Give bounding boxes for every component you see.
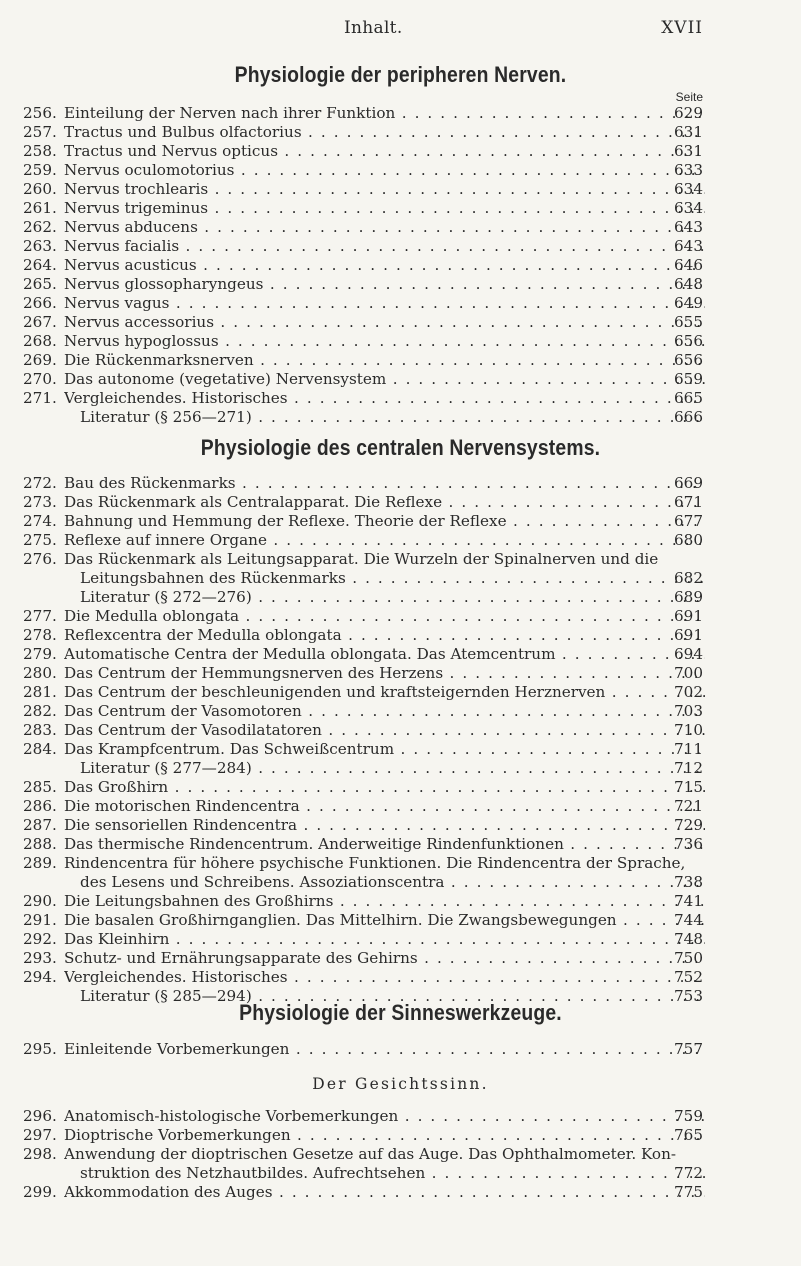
- toc-entry-number: 279.: [23, 645, 57, 663]
- toc-entry-page: 759: [674, 1107, 703, 1125]
- toc-entry-number: 266.: [23, 294, 57, 312]
- toc-entry-title: Nervus oculomotorius . . .: [64, 161, 705, 180]
- toc-entry-page: 656: [674, 351, 703, 369]
- toc-entry-page: 648: [674, 275, 703, 293]
- toc-entry-title: Leitungsbahnen des Rückenmarks . . .: [80, 569, 705, 588]
- toc-entry: [0, 408, 801, 427]
- toc-entry-title: Die sensoriellen Rindencentra . . .: [64, 816, 705, 835]
- toc-entry-page: 744: [674, 911, 703, 929]
- toc-entry-title: Nervus trochlearis . . .: [64, 180, 705, 199]
- section-title-central-nervous-system: Physiologie des centralen Nervensystems.: [200, 435, 601, 460]
- toc-entry-page: 750: [674, 949, 703, 967]
- toc-entry-page: 689: [674, 588, 703, 606]
- toc-entry-page: 715: [674, 778, 703, 796]
- toc-entry-title: Das Centrum der Vasodilatatoren . . .: [64, 721, 705, 740]
- toc-entry-title: Das Krampfcentrum. Das Schweißcentrum . . .: [64, 740, 705, 759]
- toc-entry-title: Das autonome (vegetative) Nervensystem . . .: [64, 370, 705, 389]
- toc-entry-title: Das Centrum der Vasomotoren . . .: [64, 702, 705, 721]
- toc-entry: [0, 531, 801, 550]
- toc-entry-title: Rindencentra für höhere psychische Funktionen. Die Rindencentra der Sprache,: [64, 854, 686, 872]
- toc-entry-number: 286.: [23, 797, 57, 815]
- toc-entry-title: Das thermische Rindencentrum. Anderweitige Rindenfunktionen . . .: [64, 835, 705, 854]
- toc-entry-title: Tractus und Bulbus olfactorius . . .: [64, 123, 705, 142]
- toc-entry: [0, 892, 801, 911]
- toc-entry: [0, 218, 801, 237]
- toc-entry-title: Nervus hypoglossus . . .: [64, 332, 705, 351]
- toc-entry-title: Automatische Centra der Medulla oblongata. Das Atemcentrum . . .: [64, 645, 705, 664]
- toc-entry-number: 293.: [23, 949, 57, 967]
- toc-entry: [0, 569, 801, 588]
- toc-entry-number: 259.: [23, 161, 57, 179]
- toc-entry-page: 757: [674, 1040, 703, 1058]
- toc-entry: [0, 370, 801, 389]
- toc-entry: [0, 1164, 801, 1183]
- toc-entry-page: 748: [674, 930, 703, 948]
- toc-entry: [0, 142, 801, 161]
- toc-entry: [0, 702, 801, 721]
- toc-entry-number: 258.: [23, 142, 57, 160]
- toc-entry-title: Einteilung der Nerven nach ihrer Funktion . . .: [64, 104, 705, 123]
- toc-entry-title: Bahnung und Hemmung der Reflexe. Theorie der Reflexe . . .: [64, 512, 705, 531]
- toc-entry: [0, 1107, 801, 1126]
- toc-entry-page: 694: [674, 645, 703, 663]
- running-head: [0, 18, 801, 42]
- toc-entry-page: 700: [674, 664, 703, 682]
- toc-entry-title: Literatur (§ 277—284) . . .: [80, 759, 705, 778]
- toc-entry-title: Literatur (§ 272—276) . . .: [80, 588, 705, 607]
- toc-entry-page: 665: [674, 389, 703, 407]
- toc-entry: [0, 199, 801, 218]
- toc-entry-number: 280.: [23, 664, 57, 682]
- toc-entry-page: 691: [674, 626, 703, 644]
- toc-entry: [0, 626, 801, 645]
- toc-entry-number: 296.: [23, 1107, 57, 1125]
- toc-entry-title: Anwendung der dioptrischen Gesetze auf das Auge. Das Ophthalmometer. Kon-: [64, 1145, 676, 1163]
- toc-entry-number: 292.: [23, 930, 57, 948]
- toc-entry-number: 275.: [23, 531, 57, 549]
- page-column-label: Seite: [675, 90, 703, 104]
- toc-entry: [0, 797, 801, 816]
- toc-entry-page: 629: [674, 104, 703, 122]
- toc-entry: [0, 854, 801, 873]
- toc-entry: [0, 161, 801, 180]
- toc-entry-title: Schutz- und Ernährungsapparate des Gehirns . . .: [64, 949, 705, 968]
- toc-entry-page: 741: [674, 892, 703, 910]
- toc-entry-number: 290.: [23, 892, 57, 910]
- toc-entry-title: Nervus trigeminus . . .: [64, 199, 705, 218]
- toc-entry-page: 691: [674, 607, 703, 625]
- toc-entry-number: 287.: [23, 816, 57, 834]
- toc-entry-page: 765: [674, 1126, 703, 1144]
- toc-entry-title: des Lesens und Schreibens. Assoziationscentra . . .: [80, 873, 705, 892]
- toc-entry-number: 263.: [23, 237, 57, 255]
- toc-entry-page: 631: [674, 123, 703, 141]
- toc-entry-title: Einleitende Vorbemerkungen . . .: [64, 1040, 705, 1059]
- toc-entry-title: Nervus accessorius . . .: [64, 313, 705, 332]
- toc-entry-page: 649: [674, 294, 703, 312]
- toc-entry: [0, 873, 801, 892]
- toc-entry-title: Dioptrische Vorbemerkungen . . .: [64, 1126, 705, 1145]
- toc-entry: [0, 664, 801, 683]
- toc-entry-title: Nervus glossopharyngeus . . .: [64, 275, 705, 294]
- toc-entry-number: 294.: [23, 968, 57, 986]
- toc-entry-page: 671: [674, 493, 703, 511]
- toc-entry-number: 257.: [23, 123, 57, 141]
- toc-list-sense-organs: [0, 1040, 801, 1059]
- toc-entry-number: 295.: [23, 1040, 57, 1058]
- subsection-title-vision: Der Gesichtssinn.: [312, 1075, 489, 1093]
- toc-entry: [0, 351, 801, 370]
- toc-entry-page: 738: [674, 873, 703, 891]
- toc-entry-number: 297.: [23, 1126, 57, 1144]
- toc-entry: [0, 683, 801, 702]
- running-head-title: Inhalt.: [344, 18, 403, 38]
- toc-entry-title: Nervus abducens . . .: [64, 218, 705, 237]
- toc-entry-number: 299.: [23, 1183, 57, 1201]
- toc-entry-title: struktion des Netzhautbildes. Aufrechtsehen . . .: [80, 1164, 705, 1183]
- toc-entry-title: Nervus acusticus . . .: [64, 256, 705, 275]
- toc-entry-page: 655: [674, 313, 703, 331]
- toc-entry: [0, 721, 801, 740]
- toc-entry-number: 256.: [23, 104, 57, 122]
- toc-entry-number: 270.: [23, 370, 57, 388]
- toc-entry: [0, 740, 801, 759]
- toc-entry: [0, 759, 801, 778]
- toc-entry-title: Das Centrum der beschleunigenden und kraftsteigernden Herznerven . . .: [64, 683, 705, 702]
- toc-entry: [0, 588, 801, 607]
- toc-entry-number: 277.: [23, 607, 57, 625]
- toc-entry: [0, 256, 801, 275]
- toc-entry: [0, 778, 801, 797]
- toc-entry-title: Das Großhirn . . .: [64, 778, 705, 797]
- toc-list-central-nervous-system: [0, 474, 801, 1006]
- toc-entry: [0, 816, 801, 835]
- running-head-page-number: XVII: [661, 18, 703, 38]
- toc-entry: [0, 930, 801, 949]
- toc-list-peripheral-nerves: [0, 104, 801, 427]
- toc-entry-page: 772: [674, 1164, 703, 1182]
- toc-entry-title: Vergleichendes. Historisches . . .: [64, 968, 705, 987]
- toc-entry-page: 634: [674, 199, 703, 217]
- toc-entry-page: 646: [674, 256, 703, 274]
- toc-entry-page: 656: [674, 332, 703, 350]
- toc-entry-page: 634: [674, 180, 703, 198]
- toc-entry-page: 753: [674, 987, 703, 1005]
- toc-entry: [0, 474, 801, 493]
- toc-entry-page: 703: [674, 702, 703, 720]
- toc-entry-page: 729: [674, 816, 703, 834]
- toc-entry-page: 736: [674, 835, 703, 853]
- toc-entry-number: 267.: [23, 313, 57, 331]
- toc-entry-number: 269.: [23, 351, 57, 369]
- toc-entry-number: 284.: [23, 740, 57, 758]
- toc-entry: [0, 237, 801, 256]
- toc-entry: [0, 1183, 801, 1202]
- toc-entry: [0, 949, 801, 968]
- toc-entry-number: 265.: [23, 275, 57, 293]
- toc-entry-title: Die Leitungsbahnen des Großhirns . . .: [64, 892, 705, 911]
- toc-entry: [0, 1126, 801, 1145]
- toc-entry-page: 633: [674, 161, 703, 179]
- toc-entry-title: Bau des Rückenmarks . . .: [64, 474, 705, 493]
- toc-entry: [0, 1040, 801, 1059]
- toc-entry-title: Die motorischen Rindencentra . . .: [64, 797, 705, 816]
- toc-entry-number: 276.: [23, 550, 57, 568]
- toc-entry-number: 285.: [23, 778, 57, 796]
- toc-entry: [0, 512, 801, 531]
- toc-entry: [0, 180, 801, 199]
- section-title-sense-organs: Physiologie der Sinneswerkzeuge.: [239, 1000, 562, 1025]
- toc-entry: [0, 313, 801, 332]
- toc-entry: [0, 294, 801, 313]
- toc-entry-title: Literatur (§ 285—294) . . .: [80, 987, 705, 1006]
- toc-entry-title: Nervus facialis . . .: [64, 237, 705, 256]
- toc-entry-title: Reflexe auf innere Organe . . .: [64, 531, 705, 550]
- toc-entry-number: 282.: [23, 702, 57, 720]
- toc-entry-number: 268.: [23, 332, 57, 350]
- toc-entry-page: 702: [674, 683, 703, 701]
- toc-entry-title: Literatur (§ 256—271) . . .: [80, 408, 705, 427]
- toc-entry-page: 711: [674, 740, 703, 758]
- toc-entry-title: Das Kleinhirn . . .: [64, 930, 705, 949]
- toc-entry-title: Reflexcentra der Medulla oblongata . . .: [64, 626, 705, 645]
- toc-entry-page: 752: [674, 968, 703, 986]
- toc-entry-page: 631: [674, 142, 703, 160]
- toc-entry-title: Die Medulla oblongata . . .: [64, 607, 705, 626]
- toc-entry-title: Die Rückenmarksnerven . . .: [64, 351, 705, 370]
- toc-entry-page: 643: [674, 237, 703, 255]
- toc-entry: [0, 1145, 801, 1164]
- toc-list-vision: [0, 1107, 801, 1202]
- toc-entry-number: 272.: [23, 474, 57, 492]
- toc-entry-page: 659: [674, 370, 703, 388]
- toc-entry-number: 274.: [23, 512, 57, 530]
- toc-entry: [0, 835, 801, 854]
- toc-entry-page: 721: [674, 797, 703, 815]
- toc-entry-page: 710: [674, 721, 703, 739]
- toc-entry-number: 291.: [23, 911, 57, 929]
- toc-entry: [0, 968, 801, 987]
- toc-entry: [0, 911, 801, 930]
- toc-entry: [0, 389, 801, 408]
- toc-entry-page: 712: [674, 759, 703, 777]
- toc-entry-number: 298.: [23, 1145, 57, 1163]
- toc-entry-number: 271.: [23, 389, 57, 407]
- toc-entry-title: Anatomisch-histologische Vorbemerkungen . . .: [64, 1107, 705, 1126]
- toc-entry: [0, 550, 801, 569]
- toc-entry-number: 273.: [23, 493, 57, 511]
- toc-entry-page: 677: [674, 512, 703, 530]
- toc-entry-title: Das Rückenmark als Centralapparat. Die Reflexe . . .: [64, 493, 705, 512]
- toc-entry-number: 261.: [23, 199, 57, 217]
- toc-entry-title: Vergleichendes. Historisches . . .: [64, 389, 705, 408]
- toc-entry: [0, 123, 801, 142]
- toc-entry-page: 680: [674, 531, 703, 549]
- toc-entry-number: 264.: [23, 256, 57, 274]
- toc-entry-title: Nervus vagus . . .: [64, 294, 705, 313]
- toc-entry: [0, 332, 801, 351]
- toc-entry: [0, 607, 801, 626]
- toc-entry-number: 278.: [23, 626, 57, 644]
- toc-entry: [0, 275, 801, 294]
- toc-entry-title: Akkommodation des Auges . . .: [64, 1183, 705, 1202]
- toc-entry-title: Das Rückenmark als Leitungsapparat. Die Wurzeln der Spinalnerven und die: [64, 550, 659, 568]
- toc-entry-number: 289.: [23, 854, 57, 872]
- toc-entry-number: 260.: [23, 180, 57, 198]
- toc-entry-title: Die basalen Großhirnganglien. Das Mittelhirn. Die Zwangsbewegungen . . .: [64, 911, 705, 930]
- toc-entry-number: 262.: [23, 218, 57, 236]
- toc-entry: [0, 645, 801, 664]
- toc-entry-title: Das Centrum der Hemmungsnerven des Herzens . . .: [64, 664, 705, 683]
- toc-entry: [0, 104, 801, 123]
- toc-entry-page: 669: [674, 474, 703, 492]
- toc-entry-page: 666: [674, 408, 703, 426]
- toc-entry: [0, 493, 801, 512]
- toc-entry-title: Tractus und Nervus opticus . . .: [64, 142, 705, 161]
- toc-entry-page: 775: [674, 1183, 703, 1201]
- toc-entry-page: 682: [674, 569, 703, 587]
- toc-entry-number: 283.: [23, 721, 57, 739]
- toc-entry-number: 281.: [23, 683, 57, 701]
- toc-entry-page: 643: [674, 218, 703, 236]
- toc-entry-number: 288.: [23, 835, 57, 853]
- section-title-peripheral-nerves: Physiologie der peripheren Nerven.: [234, 62, 567, 87]
